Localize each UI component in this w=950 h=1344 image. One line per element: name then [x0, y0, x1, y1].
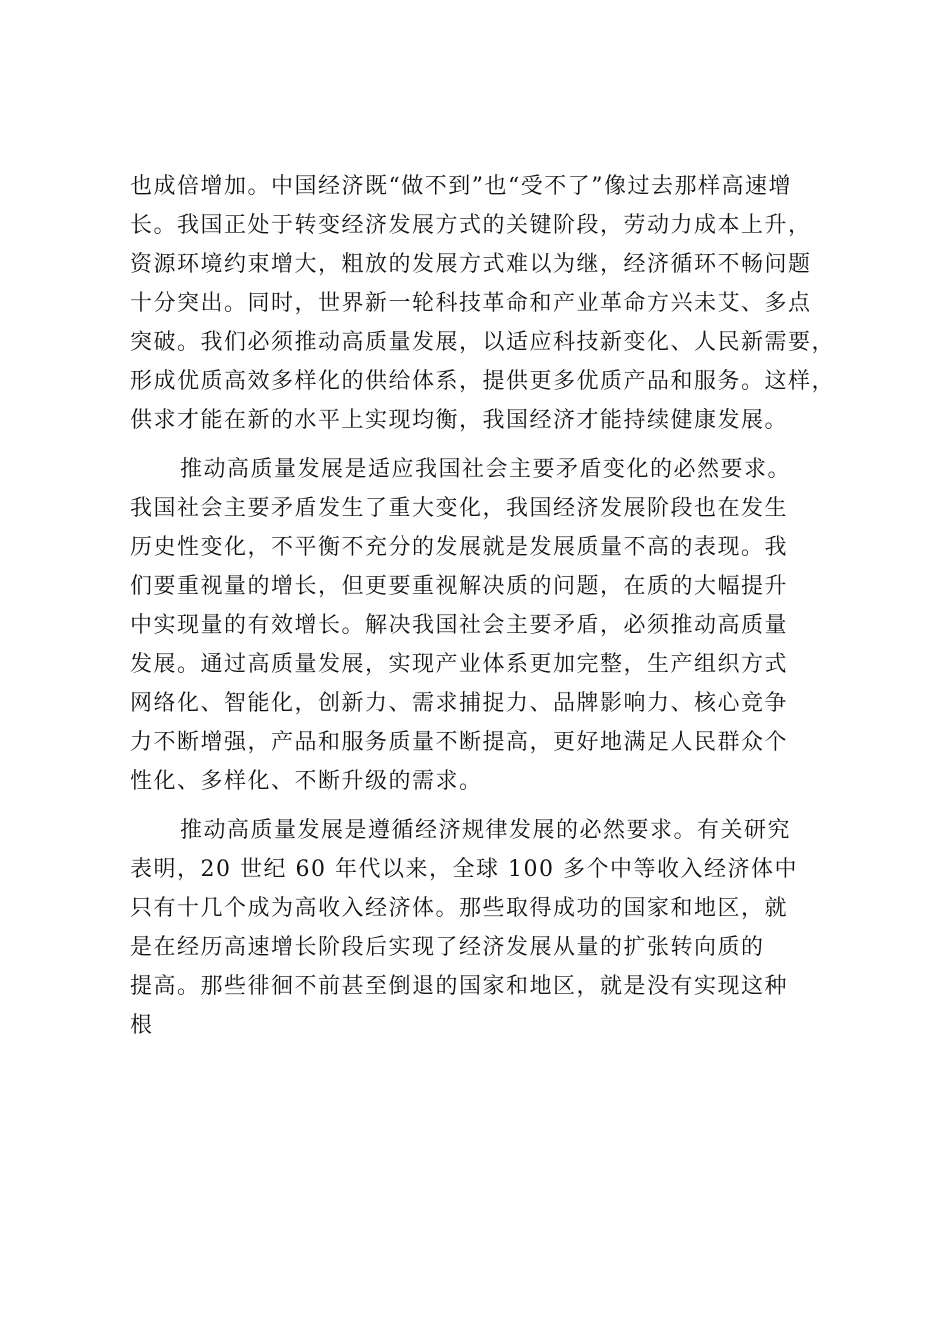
text-line: 们要重视量的增长，但更要重视解决质的问题，在质的大幅提升 — [130, 574, 789, 599]
text-line: 资源环境约束增大，粗放的发展方式难以为继，经济循环不畅问题 — [130, 252, 812, 277]
text-line: 提高。那些徘徊不前甚至倒退的国家和地区，就是没有实现这种 — [130, 974, 789, 999]
text-line: 是在经历高速增长阶段后实现了经济发展从量的扩张转向质的 — [130, 935, 765, 960]
text-line: 历史性变化，不平衡不充分的发展就是发展质量不高的表现。我 — [130, 535, 789, 560]
text-line: 突破。我们必须推动高质量发展，以适应科技新变化、人民新需要， — [130, 330, 836, 355]
text-line: 长。我国正处于转变经济发展方式的关键阶段，劳动力成本上升， — [130, 213, 812, 238]
text-line: 性化、多样化、不断升级的需求。 — [130, 769, 483, 794]
text-line: 力不断增强，产品和服务质量不断提高，更好地满足人民群众个 — [130, 730, 789, 755]
text-line: 我国社会主要矛盾发生了重大变化，我国经济发展阶段也在发生 — [130, 496, 789, 521]
text-line: 也成倍增加。中国经济既“做不到”也“受不了”像过去那样高速增 — [130, 174, 792, 199]
paragraph-first-line: 推动高质量发展是适应我国社会主要矛盾变化的必然要求。 — [180, 457, 792, 482]
text-line: 表明，20 世纪 60 年代以来，全球 100 多个中等收入经济体中 — [130, 857, 798, 882]
text-line: 中实现量的有效增长。解决我国社会主要矛盾，必须推动高质量 — [130, 613, 789, 638]
text-line: 供求才能在新的水平上实现均衡，我国经济才能持续健康发展。 — [130, 408, 789, 433]
text-line: 十分突出。同时，世界新一轮科技革命和产业革命方兴未艾、多点 — [130, 291, 812, 316]
text-line: 形成优质高效多样化的供给体系，提供更多优质产品和服务。这样， — [130, 369, 836, 394]
text-line: 发展。通过高质量发展，实现产业体系更加完整，生产组织方式 — [130, 652, 789, 677]
text-line: 网络化、智能化，创新力、需求捕捉力、品牌影响力、核心竞争 — [130, 691, 789, 716]
text-line: 只有十几个成为高收入经济体。那些取得成功的国家和地区，就 — [130, 896, 789, 921]
paragraph-first-line: 推动高质量发展是遵循经济规律发展的必然要求。有关研究 — [180, 818, 792, 843]
text-line: 根 — [130, 1013, 154, 1038]
